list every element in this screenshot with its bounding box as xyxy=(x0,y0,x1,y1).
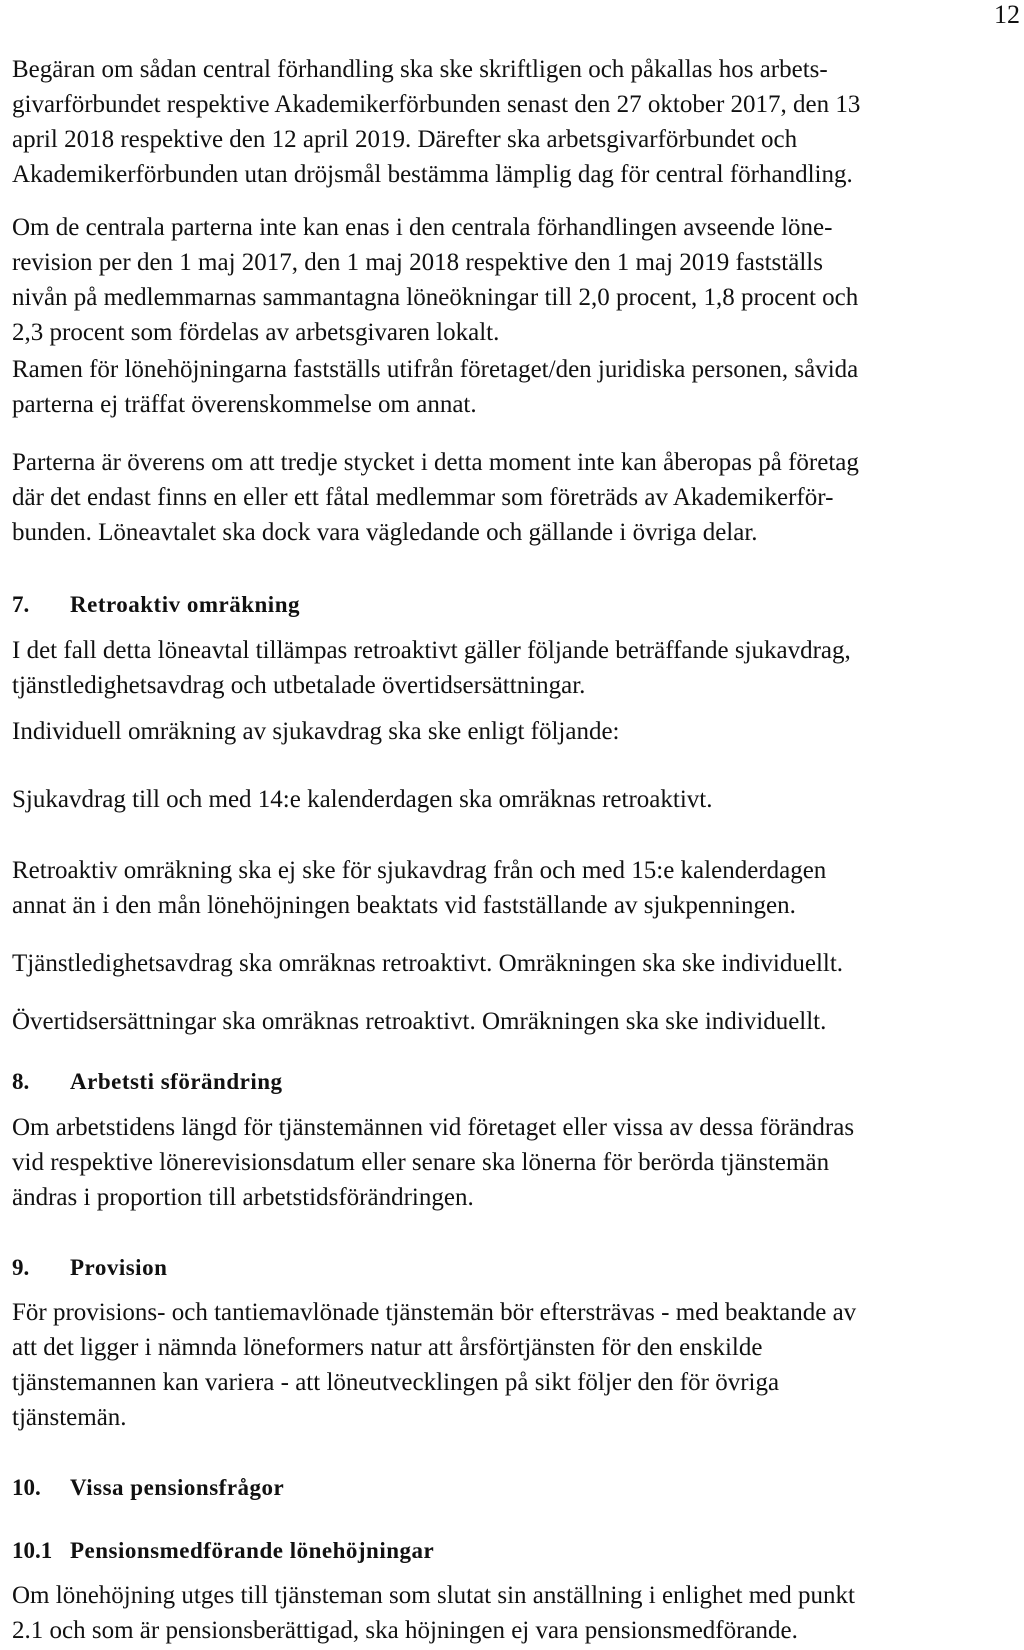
section-title: Retroaktiv omräkning xyxy=(70,592,300,617)
section-number: 10. xyxy=(12,1475,41,1500)
paragraph-retroactive-application xyxy=(12,633,1012,703)
section-title: Arbetsti sförändring xyxy=(70,1069,283,1094)
text-line: bunden. Löneavtalet ska dock vara vägledande och gällande i övriga delar. xyxy=(12,519,758,546)
paragraph-commission xyxy=(12,1295,1012,1435)
text-line: givarförbundet respektive Akademikerförbunden senast den 27 oktober 2017, den 13 xyxy=(12,91,861,118)
paragraph-working-time-change xyxy=(12,1110,1012,1215)
paragraph-sick-deduction-14-days xyxy=(12,782,1012,817)
text-line: Om arbetstidens längd för tjänstemännen vid företaget eller vissa av dessa förändras xyxy=(12,1114,855,1141)
paragraph-pension-salary-increase xyxy=(12,1578,1012,1648)
text-line: Tjänstledighetsavdrag ska omräknas retroaktivt. Omräkningen ska ske individuellt. xyxy=(12,950,844,977)
text-line: tjänstemannen kan variera - att löneutvecklingen på sikt följer den för övriga xyxy=(12,1369,780,1396)
text-line: 2,3 procent som fördelas av arbetsgivaren lokalt. xyxy=(12,319,500,346)
text-line: annat än i den mån lönehöjningen beaktats vid fastställande av sjukpenningen. xyxy=(12,892,796,919)
section-title: Vissa pensionsfrågor xyxy=(70,1475,285,1500)
paragraph-sick-deduction-15-days xyxy=(12,853,1012,923)
section-title: Pensionsmedförande lönehöjningar xyxy=(70,1538,435,1563)
text-line: Retroaktiv omräkning ska ej ske för sjukavdrag från och med 15:e kalenderdagen xyxy=(12,857,827,884)
section-number: 7. xyxy=(12,592,30,617)
text-line: 2.1 och som är pensionsberättigad, ska höjningen ej vara pensionsmedförande. xyxy=(12,1617,798,1644)
text-line: Om lönehöjning utges till tjänsteman som slutat sin anställning i enlighet med punkt xyxy=(12,1582,855,1609)
section-number: 10.1 xyxy=(12,1538,53,1563)
paragraph-central-negotiation-request xyxy=(12,52,1012,192)
text-line: Sjukavdrag till och med 14:e kalenderdagen ska omräknas retroaktivt. xyxy=(12,786,713,813)
section-heading-10 xyxy=(12,1473,284,1503)
paragraph-leave-deduction xyxy=(12,946,1012,981)
text-line: Begäran om sådan central förhandling ska ske skriftligen och påkallas hos arbets- xyxy=(12,56,828,83)
text-line: Individuell omräkning av sjukavdrag ska ske enligt följande: xyxy=(12,718,620,745)
section-number: 8. xyxy=(12,1069,30,1094)
text-line: ändras i proportion till arbetstidsförändringen. xyxy=(12,1184,474,1211)
section-number: 9. xyxy=(12,1255,30,1280)
text-line: parterna ej träffat överenskommelse om annat. xyxy=(12,391,477,418)
text-line: Akademikerförbunden utan dröjsmål bestämma lämplig dag för central förhandling. xyxy=(12,161,853,188)
text-line: där det endast finns en eller ett fåtal medlemmar som företräds av Akademikerför- xyxy=(12,484,834,511)
section-title: Provision xyxy=(70,1255,168,1280)
text-line: Parterna är överens om att tredje stycket i detta moment inte kan åberopas på företag xyxy=(12,449,859,476)
paragraph-default-salary-increase xyxy=(12,210,1012,350)
section-heading-8 xyxy=(12,1067,283,1097)
text-line: Ramen för lönehöjningarna fastställs utifrån företaget/den juridiska personen, såvida xyxy=(12,356,859,383)
text-line: vid respektive lönerevisionsdatum eller senare ska lönerna för berörda tjänstemän xyxy=(12,1149,830,1176)
page-number: 12 xyxy=(994,0,1020,29)
section-heading-7 xyxy=(12,590,300,620)
section-heading-9 xyxy=(12,1253,167,1283)
paragraph-individual-recalculation xyxy=(12,714,1012,749)
paragraph-overtime-compensation xyxy=(12,1004,1012,1039)
paragraph-third-section-exception xyxy=(12,445,1012,550)
section-heading-10-1 xyxy=(12,1536,434,1566)
text-line: Övertidsersättningar ska omräknas retroaktivt. Omräkningen ska ske individuellt. xyxy=(12,1008,827,1035)
paragraph-salary-frame xyxy=(12,352,1012,422)
text-line: Om de centrala parterna inte kan enas i den centrala förhandlingen avseende löne- xyxy=(12,214,833,241)
text-line: För provisions- och tantiemavlönade tjänstemän bör eftersträvas - med beaktande av xyxy=(12,1299,857,1326)
text-line: tjänstemän. xyxy=(12,1404,127,1431)
text-line: tjänstledighetsavdrag och utbetalade övertidsersättningar. xyxy=(12,672,586,699)
text-line: I det fall detta löneavtal tillämpas retroaktivt gäller följande beträffande sjukavdrag, xyxy=(12,637,851,664)
text-line: revision per den 1 maj 2017, den 1 maj 2018 respektive den 1 maj 2019 fastställs xyxy=(12,249,823,276)
text-line: april 2018 respektive den 12 april 2019. Därefter ska arbetsgivarförbundet och xyxy=(12,126,798,153)
text-line: nivån på medlemmarnas sammantagna löneökningar till 2,0 procent, 1,8 procent och xyxy=(12,284,859,311)
text-line: att det ligger i nämnda löneformers natur att årsförtjänsten för den enskilde xyxy=(12,1334,763,1361)
